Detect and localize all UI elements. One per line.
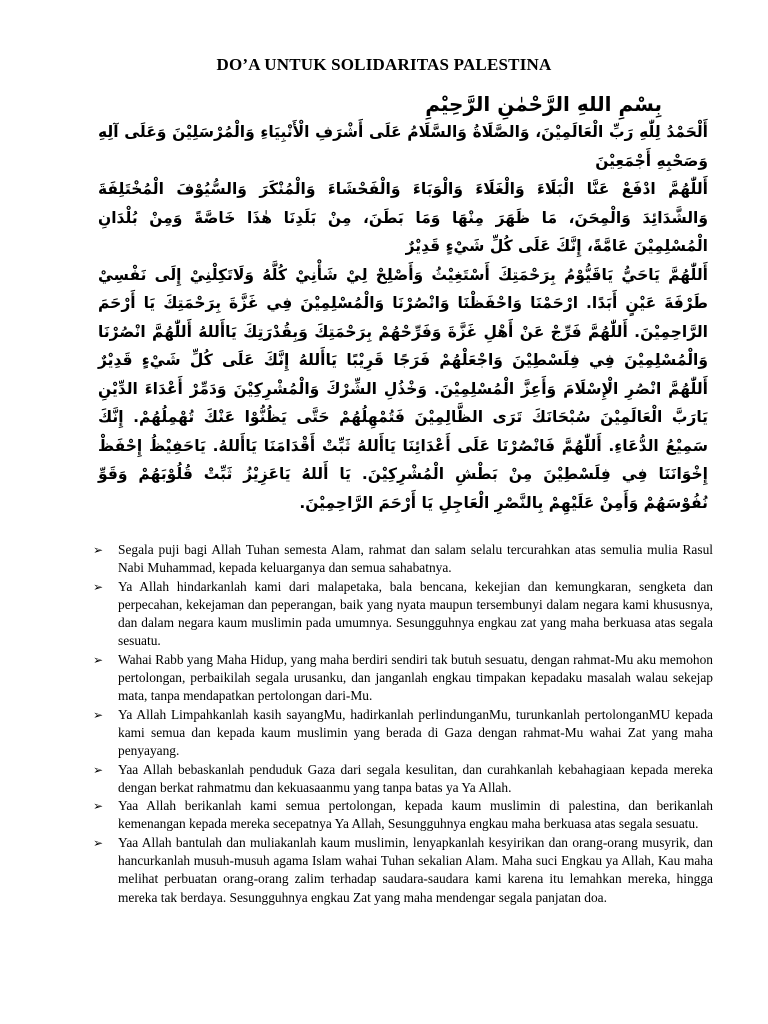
list-item-text: Ya Allah hindarkanlah kami dari malapetaka, bala bencana, kekejian dan kemungkaran, sengketa dan perpecahan, kekejaman dan peperangan, baik yang nyata maupun tersembunyi dalam negara kami khususnya, dan dalam negara kaum muslimin pada umumnya. Sesungguhnya engkau zat yang maha berkuasa atas segala sesuatu.	[118, 578, 713, 649]
arrow-bullet-icon: ➢	[93, 799, 104, 814]
arabic-prayer-text	[98, 118, 708, 517]
arrow-bullet-icon: ➢	[93, 835, 104, 850]
arrow-bullet-icon: ➢	[93, 762, 104, 777]
list-item-text: Yaa Allah bebaskanlah penduduk Gaza dari segala kesulitan, dan curahkanlah kebahagiaan kepada mereka dengan berkat rahmatmu dan kekuasaanmu yang tanpa batas ya Ya Allah.	[118, 761, 713, 795]
arrow-bullet-icon: ➢	[93, 652, 104, 667]
list-item-text: Wahai Rabb yang Maha Hidup, yang maha berdiri sendiri tak butuh sesuatu, dengan rahmat-Mu aku memohon pertolongan, perbaikilah segala urusanku, dan janganlah engkau timpakan kepadaku masalah walau sekejap mata, tanpa mendapatkan pertolongan dari-Mu.	[118, 651, 713, 704]
list-item-text: Yaa Allah berikanlah kami semua pertolongan, kepada kaum muslimin di palestina, dan berikanlah kemenangan kepada mereka secepatnya Ya Allah, Sesungguhnya engkau maha berkuasa atas segala sesuatu.	[118, 798, 713, 832]
basmala-heading: بِسْمِ اللهِ الرَّحْمٰنِ الرَّحِيْمِ	[425, 92, 662, 116]
arabic-paragraph-opening: أَلْحَمْدُ لِلّٰهِ رَبِّ الْعَالَمِيْنَ، وَالصَّلَاةُ وَالسَّلَامُ عَلَى أَشْرَفِ الْأَنْبِيَاءِ وَالْمُرْسَلِيْنَ وَعَلَى آلِهِ وَصَحْبِهِ أَجْمَعِيْنَ	[98, 123, 708, 170]
list-item	[93, 706, 713, 761]
list-item-text: Ya Allah Limpahkanlah kasih sayangMu, hadirkanlah perlindunganMu, turunkanlah pertolonganMU kepada kami semua dan kepada kaum muslimin yang berada di Gaza dengan rahmat-Mu wahai Zat yang maha penyayang.	[118, 706, 713, 759]
translation-list	[93, 541, 713, 907]
arabic-paragraph-palestine: أَللّٰهُمَّ يَاحَيُّ يَاقَيُّوْمُ بِرَحْمَتِكَ أَسْتَغِيْثُ وَأَصْلِحْ لِيْ شَأْنِيْ كُلَّهُ وَلَاتَكِلْنِيْ إِلَى نَفْسِيْ طَرْفَةَ عَيْنٍ أَبَدًا. ارْحَمْنَا وَاحْفَظْنَا وَانْصُرْنَا وَالْمُسْلِمِيْنَ فِي غَزَّةَ بِرَحْمَتِكَ يَا أَرْحَمَ الرَّاحِمِيْنَ. أَللّٰهُمَّ فَرِّجْ عَنْ أَهْلِ غَزَّةَ وَفَرِّحْهُمْ بِرَحْمَتِكَ وَبِقُدْرَتِكَ يَاأَللهُ أَللّٰهُمَّ انْصُرْنَا وَالْمُسْلِمِيْنَ فِي فِلَسْطِيْنَ وَاجْعَلْهُمْ فَرَجًا قَرِيْبًا يَاأَللهُ إِنَّكَ عَلَى كُلِّ شَيْءٍ قَدِيْرٌ أَللّٰهُمَّ انْصُرِ الْإِسْلَامَ وَأَعِزَّ الْمُسْلِمِيْنَ. وَخْذُلِ الشِّرْكَ وَالْمُشْرِكِيْنَ وَدَمِّرْ أَعْدَاءَ الدِّيْنِ يَارَبَّ الْعَالَمِيْنَ سُبْحَانَكَ تَرَى الظَّالِمِيْنَ فَتُمْهِلُهُمْ حَتَّى يَظُنُّوْا عَنْكَ تُهْمِلُهُمْ. إِنَّكَ سَمِيْعُ الدُّعَاءِ. أَللّٰهُمَّ فَانْصُرْنَا عَلَى أَعْدَائِنَا يَاأَللهُ ثَبِّتْ أَقْدَامَنَا يَاأَللهُ. يَاحَفِيْظُ إِحْفَظْ إِخْوَانَنَا فِي فِلَسْطِيْنَ مِنْ بَطْشِ الْمُشْرِكِيْنَ. يَا أَللهُ يَاعَزِيْزُ ثَبِّتْ قُلُوْبَهُمْ وَقَوِّ نُفُوْسَهُمْ وَأَمِنْ عَلَيْهِمْ بِالنَّصْرِ الْعَاجِلِ يَا أَرْحَمَ الرَّاحِمِيْنَ.	[98, 265, 708, 512]
arrow-bullet-icon: ➢	[93, 707, 104, 722]
list-item-text: Segala puji bagi Allah Tuhan semesta Alam, rahmat dan salam selalu tercurahkan atas semulia mulia Rasul Nabi Muhammad, kepada keluarganya dan semua sahabatnya.	[118, 542, 713, 576]
arabic-paragraph-protection: أَللّٰهُمَّ ادْفَعْ عَنَّا الْبَلَاءَ وَالْغَلَاءَ وَالْوَبَاءَ وَالْفَحْشَاءَ وَالْمُنْكَرَ وَالسُّيُوْفَ الْمُخْتَلِفَةَ وَالشَّدَائِدَ وَالْمِحَنَ، مَا ظَهَرَ مِنْهَا وَمَا بَطَنَ، مِنْ بَلَدِنَا هٰذَا خَاصَّةً وَمِنْ بُلْدَانِ الْمُسْلِمِيْنَ عَامَّةً، إِنَّكَ عَلَى كُلِّ شَيْءٍ قَدِيْرٌ	[98, 180, 708, 255]
list-item	[93, 797, 713, 834]
list-item	[93, 651, 713, 706]
page-title: DO’A UNTUK SOLIDARITAS PALESTINA	[216, 55, 552, 74]
list-item-text: Yaa Allah bantulah dan muliakanlah kaum muslimin, lenyapkanlah kesyirikan dan orang-orang musyrik, dan hancurkanlah musuh-musuh agama Islam wahai Tuhan sekalian Alam. Maha suci Engkau ya Allah, Kau maha melihat perbuatan orang-orang zalim terhadap saudara-saudara kami karena itu lemahkan mereka, hingga mereka tak berdaya. Sesungguhnya engkau Zat yang maha mendengar segala panjatan doa.	[118, 834, 713, 905]
list-item	[93, 578, 713, 651]
arrow-bullet-icon: ➢	[93, 543, 104, 557]
list-item	[93, 834, 713, 907]
list-item	[93, 541, 713, 578]
arrow-bullet-icon: ➢	[93, 579, 104, 594]
list-item	[93, 761, 713, 798]
